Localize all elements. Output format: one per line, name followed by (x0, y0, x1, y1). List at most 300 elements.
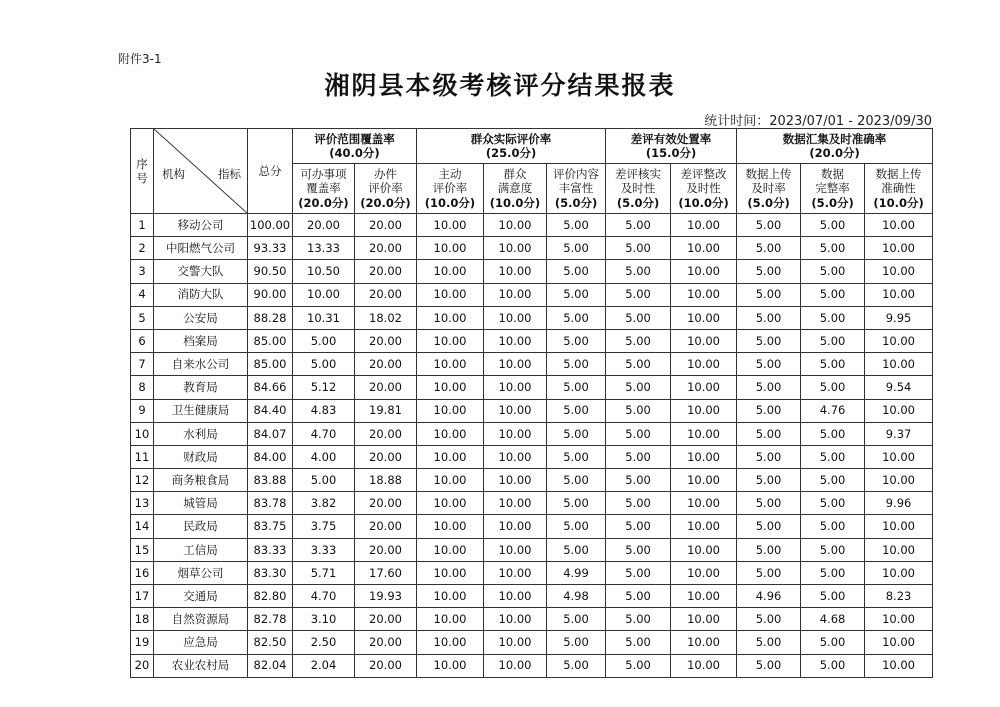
score-cell: 5.00 (737, 469, 801, 492)
serial-cell: 19 (131, 631, 154, 654)
serial-cell: 4 (131, 283, 154, 306)
score-cell: 10.00 (417, 283, 484, 306)
score-cell: 5.00 (606, 399, 671, 422)
score-cell: 10.00 (671, 445, 737, 468)
score-cell: 5.00 (606, 608, 671, 631)
score-cell: 10.00 (484, 283, 547, 306)
score-cell: 5.00 (547, 515, 606, 538)
score-cell: 9.96 (865, 492, 933, 515)
score-cell: 5.00 (547, 469, 606, 492)
org-name-cell: 烟草公司 (154, 561, 248, 584)
score-cell: 10.00 (865, 237, 933, 260)
serial-cell: 20 (131, 654, 154, 677)
score-cell: 9.54 (865, 376, 933, 399)
sub-header-6: 差评核实 及时性 (5.0分) (606, 164, 671, 214)
total-score-cell: 82.50 (248, 631, 293, 654)
score-cell: 10.00 (865, 329, 933, 352)
total-score-cell: 85.00 (248, 329, 293, 352)
score-cell: 10.00 (671, 329, 737, 352)
score-cell: 3.82 (293, 492, 355, 515)
score-cell: 5.00 (801, 561, 865, 584)
score-cell: 4.99 (547, 561, 606, 584)
sub-header-2: 办件 评价率 (20.0分) (355, 164, 417, 214)
score-cell: 10.00 (484, 654, 547, 677)
score-cell: 4.96 (737, 585, 801, 608)
score-cell: 5.00 (801, 306, 865, 329)
score-cell: 10.00 (417, 585, 484, 608)
score-cell: 9.95 (865, 306, 933, 329)
org-name-cell: 交通局 (154, 585, 248, 608)
score-cell: 20.00 (355, 492, 417, 515)
sub-header-3: 主动 评价率 (10.0分) (417, 164, 484, 214)
score-cell: 10.00 (417, 654, 484, 677)
serial-cell: 17 (131, 585, 154, 608)
score-cell: 10.00 (671, 631, 737, 654)
score-cell: 10.00 (865, 353, 933, 376)
serial-cell: 9 (131, 399, 154, 422)
score-cell: 20.00 (355, 445, 417, 468)
score-cell: 10.00 (484, 515, 547, 538)
score-cell: 20.00 (355, 376, 417, 399)
score-cell: 10.00 (484, 608, 547, 631)
org-name-cell: 消防大队 (154, 283, 248, 306)
score-cell: 5.00 (606, 376, 671, 399)
score-cell: 10.00 (671, 353, 737, 376)
score-cell: 20.00 (355, 353, 417, 376)
table-row (131, 306, 933, 329)
total-score-cell: 83.78 (248, 492, 293, 515)
total-score-cell: 83.33 (248, 538, 293, 561)
score-cell: 2.04 (293, 654, 355, 677)
score-cell: 10.00 (417, 422, 484, 445)
score-cell: 10.31 (293, 306, 355, 329)
score-table (130, 128, 933, 678)
score-cell: 10.00 (484, 492, 547, 515)
score-cell: 13.33 (293, 237, 355, 260)
score-cell: 3.75 (293, 515, 355, 538)
score-cell: 5.00 (801, 515, 865, 538)
score-cell: 10.00 (417, 608, 484, 631)
score-cell: 5.00 (606, 631, 671, 654)
total-score-cell: 83.88 (248, 469, 293, 492)
score-cell: 8.23 (865, 585, 933, 608)
attachment-label: 附件3-1 (118, 52, 162, 66)
org-indicator-header (154, 129, 248, 214)
table-row (131, 445, 933, 468)
score-cell: 10.00 (417, 492, 484, 515)
score-cell: 10.00 (865, 283, 933, 306)
score-cell: 5.00 (606, 445, 671, 468)
score-cell: 10.00 (417, 538, 484, 561)
total-header: 总分 (248, 129, 293, 214)
table-row (131, 469, 933, 492)
score-cell: 10.00 (865, 608, 933, 631)
score-cell: 20.00 (355, 422, 417, 445)
score-cell: 4.68 (801, 608, 865, 631)
total-score-cell: 85.00 (248, 353, 293, 376)
org-name-cell: 自来水公司 (154, 353, 248, 376)
score-cell: 5.00 (737, 492, 801, 515)
total-score-cell: 90.50 (248, 260, 293, 283)
score-cell: 10.00 (671, 469, 737, 492)
org-name-cell: 财政局 (154, 445, 248, 468)
total-score-cell: 84.00 (248, 445, 293, 468)
table-row (131, 353, 933, 376)
total-score-cell: 88.28 (248, 306, 293, 329)
table-row (131, 376, 933, 399)
score-cell: 5.00 (606, 585, 671, 608)
score-cell: 5.00 (547, 237, 606, 260)
score-cell: 9.37 (865, 422, 933, 445)
total-score-cell: 82.04 (248, 654, 293, 677)
score-cell: 5.00 (801, 260, 865, 283)
score-cell: 10.00 (671, 422, 737, 445)
score-cell: 5.00 (547, 538, 606, 561)
serial-cell: 11 (131, 445, 154, 468)
score-cell: 10.00 (417, 214, 484, 237)
score-cell: 5.00 (737, 283, 801, 306)
score-cell: 10.00 (865, 515, 933, 538)
total-score-cell: 82.78 (248, 608, 293, 631)
score-cell: 10.00 (671, 538, 737, 561)
sub-header-9: 数据 完整率 (5.0分) (801, 164, 865, 214)
serial-cell: 15 (131, 538, 154, 561)
serial-cell: 7 (131, 353, 154, 376)
score-cell: 20.00 (355, 260, 417, 283)
serial-header: 序号 (131, 129, 154, 214)
total-score-cell: 82.80 (248, 585, 293, 608)
score-cell: 20.00 (293, 214, 355, 237)
table-row (131, 237, 933, 260)
score-cell: 17.60 (355, 561, 417, 584)
table-row (131, 399, 933, 422)
score-cell: 5.00 (606, 353, 671, 376)
table-row (131, 561, 933, 584)
table-body (131, 214, 933, 678)
score-cell: 5.00 (547, 608, 606, 631)
score-cell: 5.00 (606, 469, 671, 492)
org-header: 机构 (162, 167, 185, 181)
score-cell: 19.81 (355, 399, 417, 422)
table-header (131, 129, 933, 214)
score-cell: 5.00 (737, 376, 801, 399)
score-cell: 10.00 (671, 376, 737, 399)
score-cell: 5.00 (737, 561, 801, 584)
serial-cell: 13 (131, 492, 154, 515)
score-cell: 10.00 (671, 260, 737, 283)
score-cell: 5.00 (737, 353, 801, 376)
score-cell: 10.00 (417, 561, 484, 584)
total-score-cell: 100.00 (248, 214, 293, 237)
serial-cell: 5 (131, 306, 154, 329)
score-cell: 5.00 (737, 654, 801, 677)
score-cell: 5.00 (801, 445, 865, 468)
score-cell: 5.12 (293, 376, 355, 399)
score-cell: 10.00 (671, 237, 737, 260)
score-cell: 10.00 (417, 353, 484, 376)
score-cell: 10.00 (671, 515, 737, 538)
score-cell: 5.00 (606, 538, 671, 561)
table-row (131, 492, 933, 515)
sub-header-10: 数据上传 准确性 (10.0分) (865, 164, 933, 214)
group-header-data: 数据汇集及时准确率 (20.0分) (737, 129, 933, 164)
score-cell: 5.00 (606, 214, 671, 237)
score-cell: 10.00 (484, 469, 547, 492)
score-cell: 5.00 (547, 329, 606, 352)
score-cell: 5.00 (737, 329, 801, 352)
score-cell: 5.00 (293, 353, 355, 376)
score-cell: 5.00 (606, 260, 671, 283)
score-cell: 4.70 (293, 585, 355, 608)
score-cell: 5.00 (737, 515, 801, 538)
serial-cell: 10 (131, 422, 154, 445)
score-cell: 10.00 (484, 422, 547, 445)
score-cell: 10.00 (484, 237, 547, 260)
page-title: 湘阴县本级考核评分结果报表 (324, 71, 676, 100)
score-cell: 10.00 (417, 376, 484, 399)
score-cell: 20.00 (355, 237, 417, 260)
total-score-cell: 90.00 (248, 283, 293, 306)
score-cell: 19.93 (355, 585, 417, 608)
serial-cell: 3 (131, 260, 154, 283)
score-cell: 5.00 (547, 631, 606, 654)
score-cell: 5.00 (606, 515, 671, 538)
score-cell: 5.71 (293, 561, 355, 584)
score-cell: 5.00 (606, 306, 671, 329)
table-row (131, 515, 933, 538)
score-cell: 10.00 (865, 260, 933, 283)
score-cell: 10.00 (417, 469, 484, 492)
org-name-cell: 自然资源局 (154, 608, 248, 631)
score-cell: 20.00 (355, 608, 417, 631)
score-cell: 5.00 (801, 214, 865, 237)
score-cell: 5.00 (547, 492, 606, 515)
score-cell: 4.98 (547, 585, 606, 608)
score-cell: 5.00 (547, 214, 606, 237)
table-row (131, 260, 933, 283)
score-cell: 5.00 (801, 585, 865, 608)
score-cell: 5.00 (801, 469, 865, 492)
score-cell: 5.00 (737, 237, 801, 260)
org-name-cell: 应急局 (154, 631, 248, 654)
score-cell: 5.00 (293, 469, 355, 492)
org-name-cell: 农业农村局 (154, 654, 248, 677)
score-cell: 4.76 (801, 399, 865, 422)
score-cell: 3.33 (293, 538, 355, 561)
serial-cell: 6 (131, 329, 154, 352)
score-cell: 10.00 (671, 585, 737, 608)
org-name-cell: 教育局 (154, 376, 248, 399)
score-cell: 5.00 (547, 422, 606, 445)
total-score-cell: 93.33 (248, 237, 293, 260)
org-name-cell: 公安局 (154, 306, 248, 329)
table-row (131, 631, 933, 654)
serial-cell: 16 (131, 561, 154, 584)
score-cell: 5.00 (547, 306, 606, 329)
score-cell: 5.00 (801, 237, 865, 260)
total-score-cell: 84.40 (248, 399, 293, 422)
score-cell: 10.00 (484, 306, 547, 329)
score-cell: 10.00 (671, 654, 737, 677)
score-cell: 5.00 (737, 608, 801, 631)
score-cell: 3.10 (293, 608, 355, 631)
sub-header-1: 可办事项 覆盖率 (20.0分) (293, 164, 355, 214)
score-cell: 5.00 (547, 260, 606, 283)
score-cell: 10.00 (484, 329, 547, 352)
sub-header-7: 差评整改 及时性 (10.0分) (671, 164, 737, 214)
table-row (131, 329, 933, 352)
serial-cell: 2 (131, 237, 154, 260)
score-cell: 5.00 (547, 399, 606, 422)
score-cell: 10.00 (417, 399, 484, 422)
table-row (131, 654, 933, 677)
score-cell: 10.00 (671, 283, 737, 306)
org-name-cell: 民政局 (154, 515, 248, 538)
score-cell: 10.00 (671, 306, 737, 329)
score-cell: 20.00 (355, 631, 417, 654)
score-cell: 5.00 (737, 538, 801, 561)
group-header-evaluation: 群众实际评价率 (25.0分) (417, 129, 606, 164)
score-cell: 20.00 (355, 538, 417, 561)
score-cell: 10.00 (865, 538, 933, 561)
score-cell: 10.00 (484, 399, 547, 422)
score-cell: 5.00 (547, 445, 606, 468)
score-cell: 10.00 (417, 631, 484, 654)
score-cell: 10.00 (865, 214, 933, 237)
score-cell: 5.00 (737, 422, 801, 445)
score-cell: 5.00 (737, 445, 801, 468)
score-cell: 5.00 (606, 329, 671, 352)
serial-cell: 12 (131, 469, 154, 492)
score-cell: 10.00 (671, 561, 737, 584)
score-cell: 10.00 (484, 585, 547, 608)
org-name-cell: 移动公司 (154, 214, 248, 237)
org-name-cell: 档案局 (154, 329, 248, 352)
org-name-cell: 中阳燃气公司 (154, 237, 248, 260)
score-cell: 5.00 (801, 654, 865, 677)
group-header-coverage: 评价范围覆盖率 (40.0分) (293, 129, 417, 164)
total-score-cell: 84.66 (248, 376, 293, 399)
sub-header-5: 评价内容 丰富性 (5.0分) (547, 164, 606, 214)
score-cell: 10.00 (484, 376, 547, 399)
score-cell: 5.00 (606, 492, 671, 515)
serial-cell: 18 (131, 608, 154, 631)
score-cell: 18.02 (355, 306, 417, 329)
score-cell: 5.00 (547, 353, 606, 376)
group-header-bad-review: 差评有效处置率 (15.0分) (606, 129, 737, 164)
score-cell: 10.00 (865, 469, 933, 492)
score-cell: 10.00 (417, 329, 484, 352)
score-cell: 10.00 (484, 631, 547, 654)
score-cell: 10.00 (484, 353, 547, 376)
score-cell: 5.00 (293, 329, 355, 352)
score-cell: 10.00 (484, 260, 547, 283)
score-cell: 2.50 (293, 631, 355, 654)
score-cell: 5.00 (606, 561, 671, 584)
score-cell: 10.00 (865, 445, 933, 468)
score-cell: 5.00 (801, 329, 865, 352)
score-cell: 5.00 (801, 492, 865, 515)
score-cell: 5.00 (606, 283, 671, 306)
score-cell: 10.00 (865, 631, 933, 654)
score-cell: 10.00 (865, 654, 933, 677)
score-cell: 5.00 (547, 376, 606, 399)
score-cell: 10.00 (417, 445, 484, 468)
score-cell: 10.00 (671, 399, 737, 422)
score-cell: 10.00 (417, 237, 484, 260)
score-cell: 10.00 (484, 445, 547, 468)
org-name-cell: 城管局 (154, 492, 248, 515)
score-cell: 5.00 (801, 631, 865, 654)
score-cell: 5.00 (737, 306, 801, 329)
table-row (131, 283, 933, 306)
serial-cell: 14 (131, 515, 154, 538)
score-cell: 5.00 (801, 422, 865, 445)
score-cell: 5.00 (801, 353, 865, 376)
score-cell: 10.00 (671, 608, 737, 631)
score-cell: 10.00 (865, 399, 933, 422)
score-cell: 5.00 (547, 654, 606, 677)
org-name-cell: 卫生健康局 (154, 399, 248, 422)
total-score-cell: 84.07 (248, 422, 293, 445)
score-cell: 10.00 (293, 283, 355, 306)
score-cell: 5.00 (737, 214, 801, 237)
org-name-cell: 交警大队 (154, 260, 248, 283)
sub-header-4: 群众 满意度 (10.0分) (484, 164, 547, 214)
score-cell: 5.00 (606, 422, 671, 445)
indicator-header: 指标 (218, 167, 241, 181)
score-cell: 10.00 (417, 260, 484, 283)
score-cell: 5.00 (737, 260, 801, 283)
score-cell: 10.00 (484, 214, 547, 237)
score-cell: 4.70 (293, 422, 355, 445)
serial-cell: 1 (131, 214, 154, 237)
org-name-cell: 商务粮食局 (154, 469, 248, 492)
score-cell: 5.00 (801, 538, 865, 561)
org-name-cell: 工信局 (154, 538, 248, 561)
table-row (131, 422, 933, 445)
table-row (131, 538, 933, 561)
score-cell: 4.83 (293, 399, 355, 422)
total-score-cell: 83.75 (248, 515, 293, 538)
table-row (131, 214, 933, 237)
score-cell: 10.00 (484, 561, 547, 584)
score-cell: 20.00 (355, 283, 417, 306)
score-cell: 5.00 (801, 376, 865, 399)
score-cell: 18.88 (355, 469, 417, 492)
score-cell: 10.00 (671, 492, 737, 515)
total-score-cell: 83.30 (248, 561, 293, 584)
score-cell: 5.00 (606, 237, 671, 260)
score-cell: 5.00 (606, 654, 671, 677)
statistics-period: 统计时间：2023/07/01 - 2023/09/30 (704, 114, 932, 129)
table-row (131, 608, 933, 631)
sub-header-8: 数据上传 及时率 (5.0分) (737, 164, 801, 214)
score-cell: 10.50 (293, 260, 355, 283)
score-cell: 4.00 (293, 445, 355, 468)
score-cell: 20.00 (355, 329, 417, 352)
score-cell: 20.00 (355, 654, 417, 677)
score-cell: 20.00 (355, 515, 417, 538)
score-cell: 10.00 (865, 561, 933, 584)
score-cell: 10.00 (484, 538, 547, 561)
serial-cell: 8 (131, 376, 154, 399)
score-cell: 20.00 (355, 214, 417, 237)
score-cell: 5.00 (737, 631, 801, 654)
score-cell: 5.00 (547, 283, 606, 306)
score-cell: 5.00 (737, 399, 801, 422)
score-cell: 10.00 (417, 306, 484, 329)
